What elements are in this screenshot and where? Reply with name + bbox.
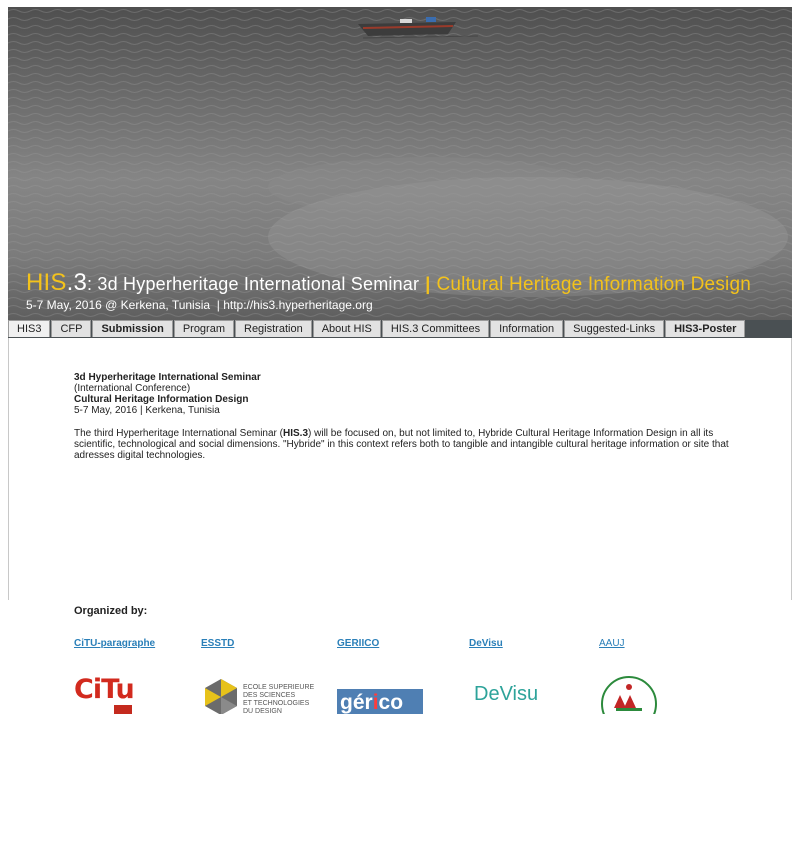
link-geriico[interactable]: GERIICO bbox=[337, 638, 380, 649]
tab-his3[interactable]: HIS3 bbox=[8, 320, 50, 337]
banner-his-logo: HIS.3 bbox=[26, 269, 88, 296]
intro-theme: Cultural Heritage Information Design bbox=[74, 394, 249, 405]
citu-logo[interactable]: CiTu bbox=[74, 675, 144, 714]
tab-cfp[interactable]: CFP bbox=[51, 320, 91, 337]
banner-subtitle: 5-7 May, 2016 @ Kerkena, Tunisia | http://his3.hyperheritage.org bbox=[26, 298, 373, 312]
intro-subtitle: (International Conference) bbox=[74, 383, 191, 394]
link-aauj[interactable]: AAUJ bbox=[599, 638, 625, 649]
banner-separator: | bbox=[425, 274, 431, 294]
tab-about-his[interactable]: About HIS bbox=[313, 320, 381, 337]
banner-caption bbox=[26, 269, 751, 312]
esstd-logo[interactable]: ECOLE SUPERIEURE DES SCIENCES ET TECHNOLOGIES DU DESIGN bbox=[201, 675, 321, 714]
aauj-seal-icon bbox=[600, 675, 660, 714]
main-nav bbox=[8, 320, 792, 338]
tab-committees[interactable]: HIS.3 Committees bbox=[382, 320, 489, 337]
banner-seminar: : 3d Hyperheritage International Seminar bbox=[87, 274, 420, 294]
link-citu[interactable]: CiTU-paragraphe bbox=[74, 638, 156, 649]
intro-title: 3d Hyperheritage International Seminar bbox=[74, 372, 261, 383]
tab-his3-poster[interactable]: HIS3-Poster bbox=[665, 320, 745, 337]
intro-paragraph: The third Hyperheritage International Seminar (HIS.3) will be focused on, but not limited to, Hybride Cultural Heritage Information Design in all its scientific, technological and social dimensions. "Hybride" in this context refers both to tangible and intangible cultural heritage information or site that adresses digital technologies. bbox=[74, 428, 729, 461]
aauj-logo[interactable] bbox=[600, 675, 660, 714]
link-devisu[interactable]: DeVisu bbox=[469, 638, 503, 649]
gerico-logo[interactable]: gérico bbox=[337, 689, 423, 714]
banner-theme: Cultural Heritage Information Design bbox=[436, 274, 751, 295]
intro-section bbox=[74, 372, 734, 461]
tab-registration[interactable]: Registration bbox=[235, 320, 312, 337]
tab-suggested-links[interactable]: Suggested-Links bbox=[564, 320, 664, 337]
hexagon-icon bbox=[201, 675, 241, 714]
tab-program[interactable]: Program bbox=[174, 320, 234, 337]
organizers-title: Organized by: bbox=[74, 605, 148, 617]
header-banner bbox=[8, 7, 792, 320]
tab-submission[interactable]: Submission bbox=[92, 320, 172, 337]
banner-title bbox=[26, 269, 751, 297]
tab-information[interactable]: Information bbox=[490, 320, 563, 337]
intro-date-place: 5-7 May, 2016 | Kerkena, Tunisia bbox=[74, 405, 220, 416]
devisu-logo[interactable]: DeVisu bbox=[474, 683, 539, 705]
link-esstd[interactable]: ESSTD bbox=[201, 638, 235, 649]
